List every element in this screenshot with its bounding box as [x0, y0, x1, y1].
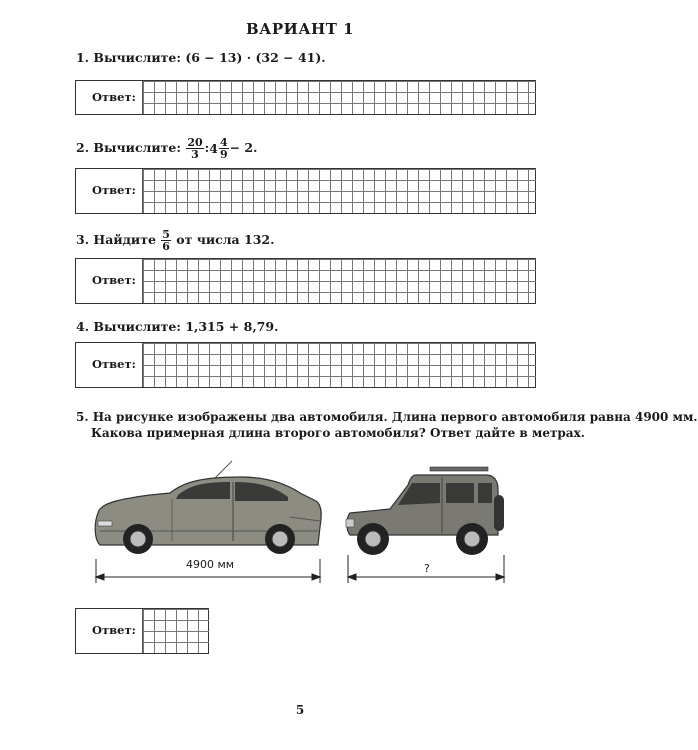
answer-box-4: [75, 342, 536, 388]
task-number: 2.: [76, 140, 90, 155]
answer-grid-3[interactable]: [142, 259, 536, 303]
task-text-line1: На рисунке изображены два автомобиля. Длина первого автомобиля равна 4900 мм.: [92, 410, 698, 424]
answer-box-3: [75, 258, 536, 304]
dimension-lines: [96, 555, 504, 583]
fraction-denominator: 9: [219, 148, 228, 161]
task-expression: 1,315 + 8,79.: [185, 319, 279, 334]
task-tail: от числа 132.: [176, 232, 275, 247]
task-text-line2: Какова примерная длина второго автомобиля? Ответ дайте в метрах.: [91, 426, 585, 440]
answer-grid-2[interactable]: [142, 169, 536, 213]
fraction-denominator: 3: [191, 148, 199, 161]
answer-label: Ответ:: [92, 183, 136, 197]
task-number: 5.: [76, 410, 89, 424]
fraction-numerator: 5: [162, 228, 170, 241]
mixed-whole: 4: [209, 140, 218, 156]
answer-label: Ответ:: [92, 90, 136, 104]
fraction: [219, 137, 229, 160]
answer-box-5: [75, 608, 209, 654]
car2-length-label: ?: [424, 562, 430, 575]
answer-box-1: [75, 80, 536, 115]
task-expression: (6 − 13) · (32 − 41).: [185, 50, 326, 65]
division-sign: :: [204, 140, 210, 155]
page-title: ВАРИАНТ 1: [245, 20, 355, 38]
task-text: Вычислите:: [93, 140, 181, 155]
task-number: 3.: [76, 232, 90, 247]
page-number: 5: [295, 703, 305, 717]
fraction: [161, 229, 171, 252]
answer-label: Ответ:: [92, 357, 136, 371]
task-2: [76, 137, 257, 160]
task-tail: − 2.: [229, 140, 258, 155]
fraction-numerator: 4: [219, 136, 228, 149]
task-number: 4.: [76, 319, 90, 334]
cars-figure: [90, 455, 530, 590]
answer-box-2: [75, 168, 536, 214]
sedan-car: [95, 461, 321, 554]
car1-length-label: 4900 мм: [186, 558, 235, 571]
fraction-numerator: 20: [187, 136, 203, 149]
jeep-car: [346, 467, 504, 555]
fraction: [186, 137, 203, 160]
fraction-denominator: 6: [162, 240, 170, 253]
task-text: Вычислите:: [93, 50, 181, 65]
answer-label: Ответ:: [92, 623, 136, 637]
answer-grid-5[interactable]: [142, 609, 209, 653]
answer-grid-4[interactable]: [142, 343, 536, 387]
answer-grid-1[interactable]: [142, 81, 536, 114]
task-number: 1.: [76, 50, 90, 65]
task-text: Вычислите:: [93, 319, 181, 334]
task-5: [76, 409, 698, 441]
task-4: [76, 319, 278, 335]
task-3: [76, 229, 274, 252]
answer-label: Ответ:: [92, 273, 136, 287]
task-1: [76, 50, 326, 66]
task-text: Найдите: [93, 232, 156, 247]
